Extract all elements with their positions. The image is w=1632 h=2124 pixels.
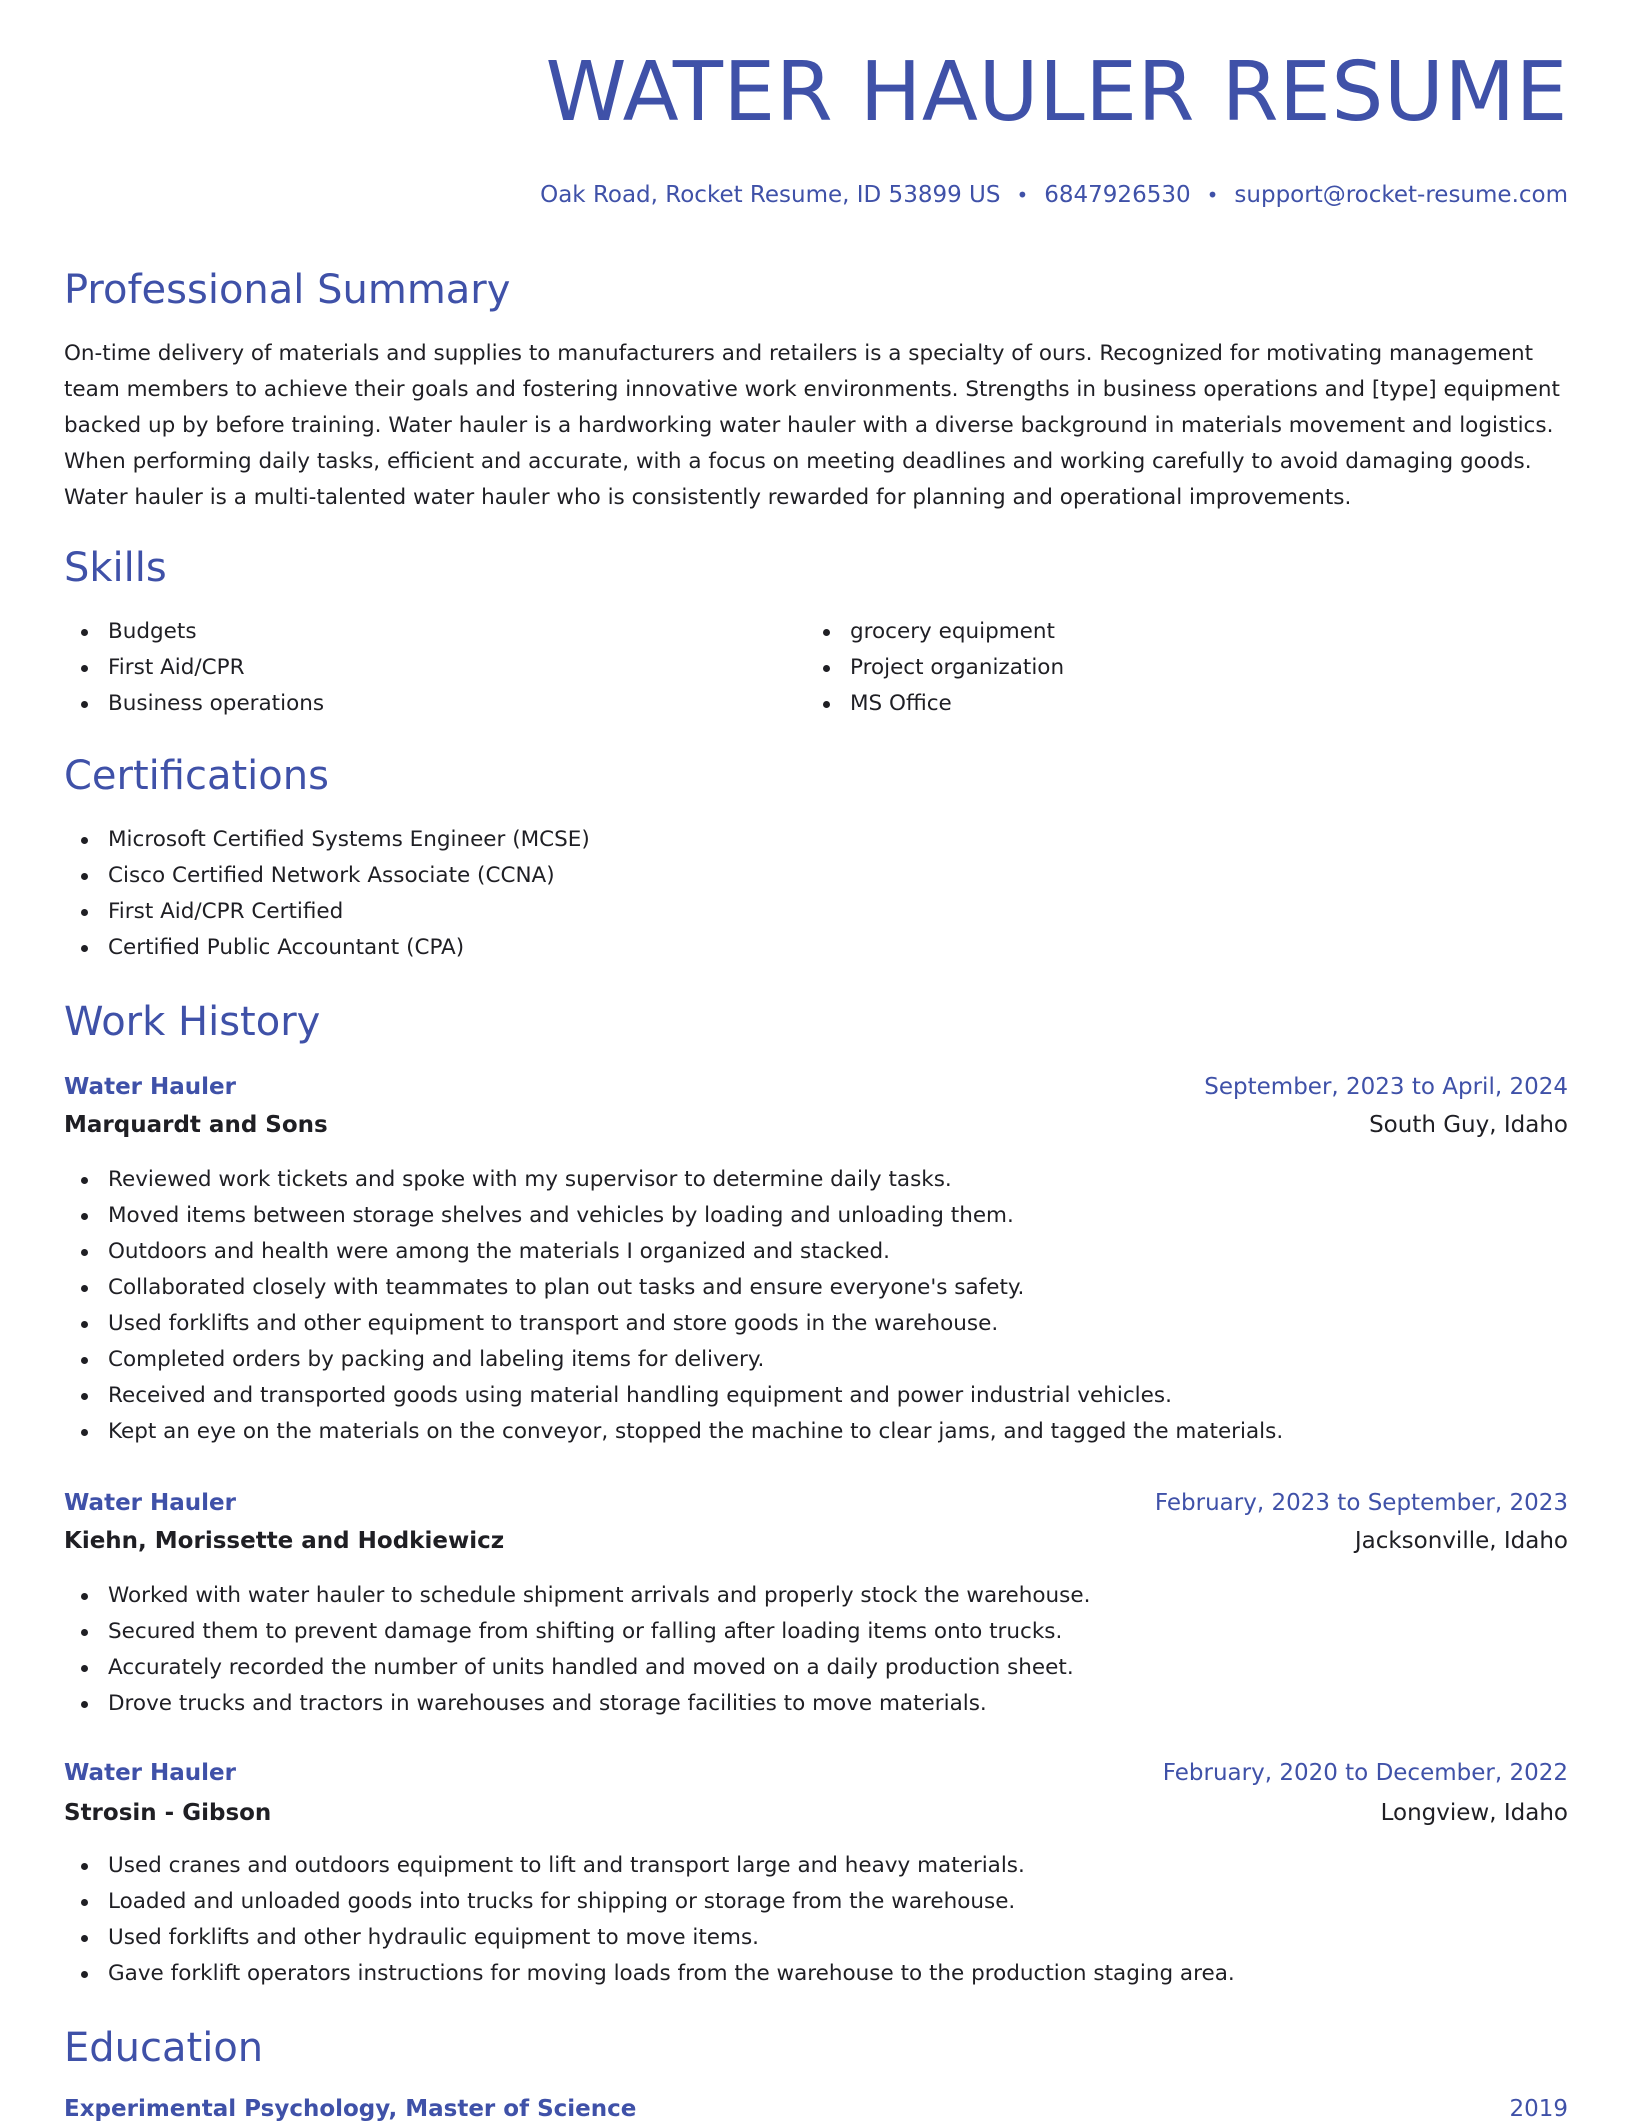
separator-dot: • — [1016, 183, 1029, 207]
work-history-heading: Work History — [64, 999, 321, 1045]
list-item: First Aid/CPR — [64, 650, 324, 686]
job-bullets — [64, 1848, 1235, 1992]
contact-line — [540, 182, 1568, 208]
job-dates: September, 2023 to April, 2024 — [1204, 1074, 1568, 1100]
job-role: Water Hauler — [64, 1490, 236, 1516]
list-item: Gave forklift operators instructions for moving loads from the warehouse to the production staging area. — [64, 1956, 1235, 1992]
summary-heading: Professional Summary — [64, 267, 511, 313]
job-role: Water Hauler — [64, 1760, 236, 1786]
address: Oak Road, Rocket Resume, ID 53899 US — [540, 182, 1001, 208]
list-item: Accurately recorded the number of units handled and moved on a daily production sheet. — [64, 1650, 1090, 1686]
summary-text: On-time delivery of materials and supplies to manufacturers and retailers is a specialty of ours. Recognized for motivating management team members to achieve their goals and fostering innovative work environments. Strengths in business operations and [type] equipment backed up by before training. Water hauler is a hardworking water hauler with a diverse background in materials movement and logistics. When performing daily tasks, efficient and accurate, with a focus on meeting deadlines and working carefully to avoid damaging goods. Water hauler is a multi-talented water hauler who is consistently rewarded for planning and operational improvements. — [64, 341, 1560, 510]
list-item: Secured them to prevent damage from shifting or falling after loading items onto trucks. — [64, 1614, 1090, 1650]
list-item: Certified Public Accountant (CPA) — [64, 930, 590, 966]
list-item: Reviewed work tickets and spoke with my supervisor to determine daily tasks. — [64, 1162, 1283, 1198]
list-item: MS Office — [806, 686, 1064, 722]
list-item: Kept an eye on the materials on the conveyor, stopped the machine to clear jams, and tagged the materials. — [64, 1414, 1283, 1450]
job-location: South Guy, Idaho — [1369, 1112, 1568, 1138]
list-item: First Aid/CPR Certified — [64, 894, 590, 930]
degree: Experimental Psychology, Master of Science — [64, 2096, 637, 2122]
skills-heading: Skills — [64, 545, 167, 591]
separator-dot: • — [1206, 183, 1219, 207]
job-location: Longview, Idaho — [1380, 1800, 1568, 1826]
job-company: Strosin - Gibson — [64, 1800, 272, 1826]
resume-title: WATER HAULER RESUME — [545, 45, 1568, 140]
list-item: Used forklifts and other equipment to transport and store goods in the warehouse. — [64, 1306, 1283, 1342]
job-company: Kiehn, Morissette and Hodkiewicz — [64, 1528, 505, 1554]
list-item: Moved items between storage shelves and vehicles by loading and unloading them. — [64, 1198, 1283, 1234]
phone: 6847926530 — [1044, 182, 1191, 208]
list-item: Loaded and unloaded goods into trucks for shipping or storage from the warehouse. — [64, 1884, 1235, 1920]
list-item: Completed orders by packing and labeling items for delivery. — [64, 1342, 1283, 1378]
job-dates: February, 2023 to September, 2023 — [1154, 1490, 1568, 1516]
job-company: Marquardt and Sons — [64, 1112, 328, 1138]
list-item: Collaborated closely with teammates to plan out tasks and ensure everyone's safety. — [64, 1270, 1283, 1306]
list-item: Outdoors and health were among the materials I organized and stacked. — [64, 1234, 1283, 1270]
certifications-list — [64, 822, 590, 966]
list-item: Received and transported goods using material handling equipment and power industrial vehicles. — [64, 1378, 1283, 1414]
education-year: 2019 — [1509, 2096, 1568, 2122]
list-item: Business operations — [64, 686, 324, 722]
skills-list-left — [64, 614, 324, 722]
email: support@rocket-resume.com — [1234, 182, 1568, 208]
list-item: Used cranes and outdoors equipment to lift and transport large and heavy materials. — [64, 1848, 1235, 1884]
list-item: Drove trucks and tractors in warehouses and storage facilities to move materials. — [64, 1686, 1090, 1722]
list-item: Cisco Certified Network Associate (CCNA) — [64, 858, 590, 894]
list-item: Project organization — [806, 650, 1064, 686]
job-location: Jacksonville, Idaho — [1354, 1528, 1568, 1554]
certifications-heading: Certifications — [64, 753, 329, 799]
education-heading: Education — [64, 2025, 264, 2071]
list-item: Microsoft Certified Systems Engineer (MCSE) — [64, 822, 590, 858]
list-item: grocery equipment — [806, 614, 1064, 650]
skills-list-right — [806, 614, 1064, 722]
list-item: Budgets — [64, 614, 324, 650]
job-bullets — [64, 1578, 1090, 1722]
list-item: Worked with water hauler to schedule shipment arrivals and properly stock the warehouse. — [64, 1578, 1090, 1614]
job-dates: February, 2020 to December, 2022 — [1162, 1760, 1568, 1786]
job-role: Water Hauler — [64, 1074, 236, 1100]
job-bullets — [64, 1162, 1283, 1450]
list-item: Used forklifts and other hydraulic equipment to move items. — [64, 1920, 1235, 1956]
